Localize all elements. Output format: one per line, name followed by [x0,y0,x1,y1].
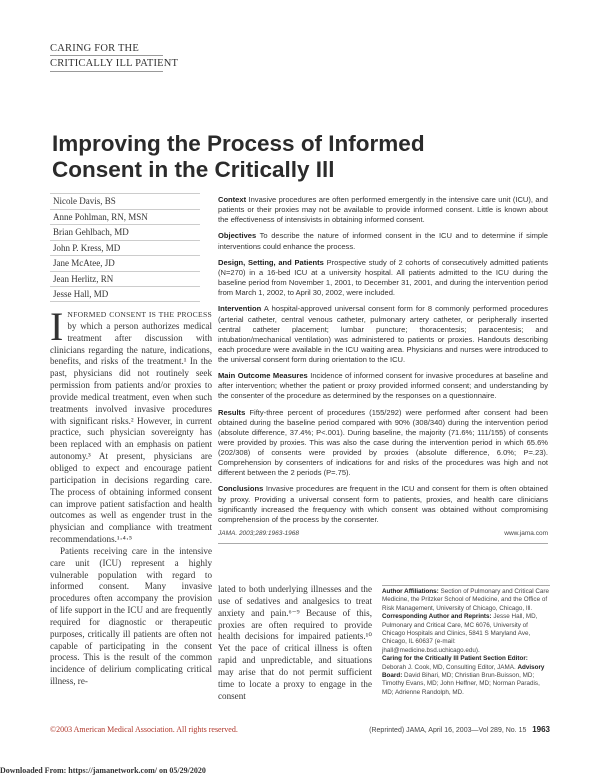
abstract-text: Prospective study of 2 cohorts of consecutively admitted patients (N=270) in a 16-bed ICU at a university hospital. All patients admitted to the ICU during the baseline period from November 1, 2001, to December 31, 2001, and during the intervention period from March 1, 2002, to April 30, 2002, were included. [218,257,548,298]
abstract-divider [218,543,548,544]
author-name: Jesse Hall, MD [50,286,200,302]
abstract-context [218,195,548,225]
abstract-text: Invasive procedures are often performed emergently in the intensive care unit (ICU), and patients or their proxies may not be available to provide informed consent. Little is known about the effectiveness of intensivists in obtaining informed consent. [218,195,548,225]
abstract-heading: Design, Setting, and Patients [218,257,324,267]
abstract-text: A hospital-approved universal consent form for 8 commonly performed procedures (arterial catheter, central venous catheter, pulmonary artery catheter, or peripherally inserted central catheter placement; lumbar puncture; thoracentesis; paracentesis; and intubation/mechanical ventilation) was administered to patients or proxies. Handouts describing each procedure were available in the ICU waiting area. Physicians and nurses were introduced to the universal consent form during orientation to the ICU. [218,304,548,364]
copyright: ©2003 American Medical Association. All rights reserved. [50,725,238,734]
section-editor [382,655,550,697]
section-editor-heading: Caring for the Critically Ill Patient Section Editor: [382,655,528,663]
journal-footer [369,725,550,734]
download-notice: Downloaded From: https://jamanetwork.com/ on 05/29/2020 [0,766,206,775]
website-link[interactable]: www.jama.com [504,530,548,538]
advisory-board-heading: Advisory Board: [382,663,545,680]
author-name: Jean Herlitz, RN [50,271,200,287]
body-lead-in: NFORMED CONSENT IS THE PROCESS [67,310,212,319]
abstract-text: To describe the nature of informed consent in the ICU and to determine if simple interventions could enhance the process. [218,231,548,251]
abstract-objectives [218,231,548,251]
abstract-results [218,408,548,479]
author-name: Brian Gehlbach, MD [50,224,200,240]
abstract-heading: Intervention [218,304,262,314]
citation: JAMA. 2003;289:1963-1968 [218,530,299,538]
author-list [50,193,200,302]
corresponding-heading: Corresponding Author and Reprints: [382,613,492,621]
corresponding-author [382,613,550,655]
abstract-heading: Context [218,195,247,204]
section-divider-bottom [50,71,163,72]
body-column-1 [50,304,212,688]
body-paragraph: Patients receiving care in the intensive care unit (ICU) represent a highly vulnerable population with regard to informed consent. Many invasive procedures often accompany the provision of life support in the ICU and are frequently required for diagnostic or therapeutic purposes, critically ill patients are often not capable of participating in the consent process. This is the result of the common incidence of delirium complicating critical illness, re- [50,545,212,687]
abstract-text: Invasive procedures are frequent in the ICU and consent for them is often obtained by proxy. Providing a universal consent form to patients, proxies, and health care clinicians significantly increased the frequency with which consent was obtained without compromising comprehension of the process by the consenter. [218,484,548,524]
affiliations-heading: Author Affiliations: [382,588,439,595]
abstract-heading: Objectives [218,231,257,241]
affiliations-column [382,585,550,697]
citation-row [218,529,548,539]
corresponding-text: Jesse Hall, MD, Pulmonary and Critical Care, MC 6076, University of Chicago Hospitals and Clinics, 5841 S Maryland Ave, Chicago, IL 60637 (e-mail: jhall@medicine.bsd.uchicago.edu). [382,613,538,654]
advisory-board-text: David Bihari, MD; Christian Brun-Buisson, MD; Timothy Evans, MD; John Heffner, MD; Norman Paradis, MD; Adrienne Randolph, MD. [382,672,540,696]
body-text: by which a person authorizes medical treatment after discussion with clinicians regarding the nature, indications, benefits, and risks of the treatment.¹ In the past, physicians did not routinely seek permission from patients and/or proxies to provide medical treatment, even when such treatments involved invasive procedures with significant risks.² However, in current practice, such physician sovereignty has been replaced with an emphasis on patient autonomy.³ At present, physicians are obliged to expect and encourage patient participation in decisions regarding care. The process of obtaining informed consent can improve patient satisfaction and health outcomes as well as engender trust in the physician and compliance with treatment recommendations.¹·⁴·⁵ [50,320,212,545]
drop-cap: I [50,304,64,349]
abstract-text: Fifty-three percent of procedures (155/292) were performed after consent had been obtained during the baseline period compared with 90% (308/340) during the intervention period (absolute difference, 37.4%; P<.001). During baseline, the majority (71.6%; 111/155) of consents were provided by proxies. This was also the case during the intervention period in which 65.6% (202/308) of consents were provided by proxies (absolute difference, 6.0%; P=.23). Comprehension by consenters of indications for and risks of the procedures was high and not different between the 2 periods (P=.75). [218,407,548,478]
section-divider [50,55,163,56]
body-paragraph [50,304,212,546]
section-label-line2: CRITICALLY ILL PATIENT [50,58,179,69]
journal-issue: (Reprinted) JAMA, April 16, 2003—Vol 289, No. 15 [369,727,527,734]
author-name: Nicole Davis, BS [50,193,200,209]
section-editor-text: Deborah J. Cook, MD, Consulting Editor, JAMA. [382,663,516,671]
abstract-outcome [218,371,548,401]
abstract-heading: Conclusions [218,484,264,494]
author-name: Anne Pohlman, RN, MSN [50,209,200,225]
abstract-design [218,258,548,298]
article-title: Improving the Process of Informed Consent in the Critically Ill [52,131,425,182]
abstract [218,195,548,544]
abstract-conclusions [218,484,548,524]
body-paragraph: lated to both underlying illnesses and the use of sedatives and analgesics to treat anxiety and pain.⁶⁻⁹ Because of this, proxies are often required to provide health decisions for impaired patients.¹⁰ Yet the pace of critical illness is often rapid and unpredictable, and situations may arise that do not permit sufficient time to locate a proxy to engage in the consent [218,584,372,701]
author-name: Jane McAtee, JD [50,255,200,271]
affiliations-text: Section of Pulmonary and Critical Care Medicine, the Pritzker School of Medicine, and the Office of Risk Management, University of Chicago, Chicago, Ill. [382,588,550,612]
abstract-text: Incidence of informed consent for invasive procedures at baseline and after intervention; whether the patient or proxy provided informed consent; and understanding by the consenter of the procedure as determined by the responses on a questionnaire. [218,371,548,401]
abstract-heading: Main Outcome Measures [218,371,308,381]
author-affiliations [382,588,550,613]
author-name: John P. Kress, MD [50,240,200,256]
body-column-2 [218,584,372,702]
section-label-line1: CARING FOR THE [50,43,139,54]
abstract-intervention [218,304,548,365]
page-number: 1963 [532,725,550,734]
abstract-heading: Results [218,407,246,417]
